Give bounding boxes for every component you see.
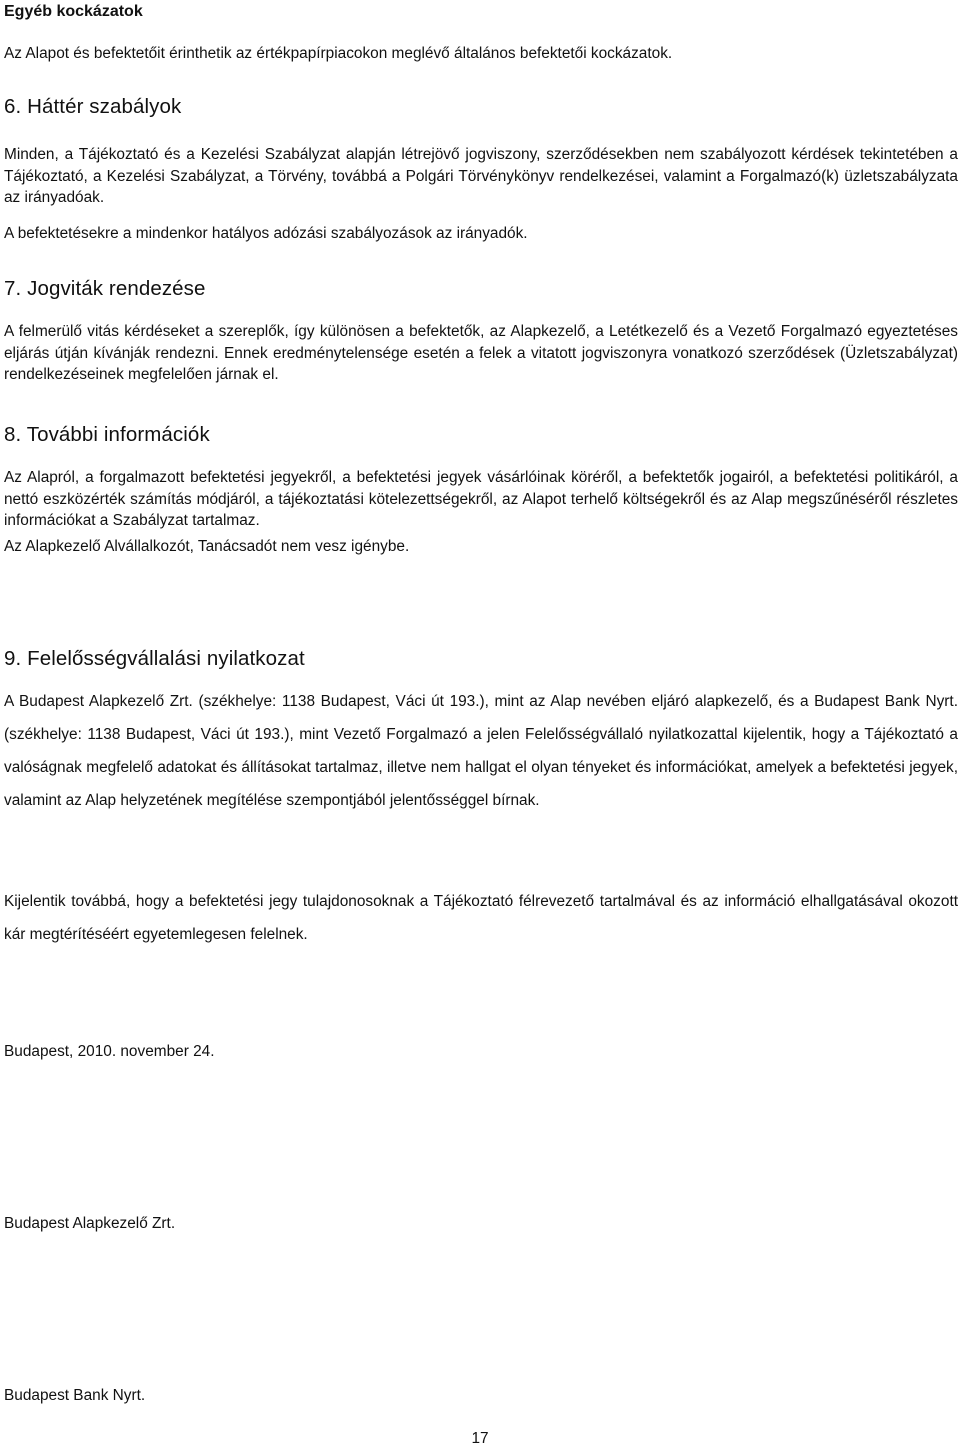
signature-signer-1: Budapest Alapkezelő Zrt. [4, 1215, 176, 1232]
section-6-paragraph-2: A befektetésekre a mindenkor hatályos adózási szabályozások az irányadók. [4, 225, 528, 242]
section-9-paragraph-1: A Budapest Alapkezelő Zrt. (székhelye: 1138 Budapest, Váci út 193.), mint az Alap nevében eljáró alapkezelő, és a Budapest Bank Nyrt. (székhelye: 1138 Budapest, Váci út 193.), mint Vezető Forgalmazó a jelen Felelősségvállaló nyilatkozattal kijelentik, hogy a Tájékoztató a valóságnak megfelelő adatokat és állításokat tartalmaz, illetve nem hallgat el olyan tényeket és információkat, amelyek a befektetési jegyek, valamint az Alap helyzetének megítélése szempontjából jelentősséggel bírnak. [4, 693, 958, 809]
signature-place-date: Budapest, 2010. november 24. [4, 1043, 215, 1060]
other-risks-text: Az Alapot és befektetőit érinthetik az értékpapírpiacokon meglévő általános befektetői kockázatok. [4, 45, 673, 62]
section-9-paragraph-2: Kijelentik továbbá, hogy a befektetési jegy tulajdonosoknak a Tájékoztató félrevezető tartalmával és az információ elhallgatásával okozott kár megtérítéséért egyetemlegesen felelnek. [4, 893, 958, 943]
signature-signer-2: Budapest Bank Nyrt. [4, 1387, 146, 1404]
section-8-paragraph-2: Az Alapkezelő Alvállalkozót, Tanácsadót nem vesz igénybe. [4, 538, 410, 555]
section-7-paragraph-1: A felmerülő vitás kérdéseket a szereplők, így különösen a befektetők, az Alapkezelő, a Letétkezelő és a Vezető Forgalmazó egyeztetéses eljárás útján kívánják rendezni. Ennek eredménytelensége esetén a felek a vitatott jogviszonyra vonatkozó szerződések (Üzletszabályzat) rendelkezéseinek megfelelően járnak el. [4, 323, 958, 383]
other-risks-heading: Egyéb kockázatok [4, 3, 143, 20]
section-8-heading: 8. További információk [4, 423, 210, 446]
section-6-paragraph-1: Minden, a Tájékoztató és a Kezelési Szabályzat alapján létrejövő jogviszony, szerződésekben nem szabályozott kérdések tekintetében a Tájékoztató, a Kezelési Szabályzat, a Törvény, továbbá a Polgári Törvénykönyv rendelkezései, valamint a Forgalmazó(k) üzletszabályzata az irányadóak. [4, 146, 958, 206]
section-6-heading: 6. Háttér szabályok [4, 95, 182, 118]
section-9-heading: 9. Felelősségvállalási nyilatkozat [4, 647, 305, 670]
section-8-paragraph-1: Az Alapról, a forgalmazott befektetési jegyekről, a befektetési jegyek vásárlóinak köréről, a befektetők jogairól, a befektetési politikáról, a nettó eszközérték számítás módjáról, a tájékoztatási kötelezettségekről, az Alapot terhelő költségekről és az Alap megszűnéséről részletes információkat a Szabályzat tartalmaz. [4, 469, 958, 529]
page-number: 17 [471, 1430, 489, 1447]
section-7-heading: 7. Jogviták rendezése [4, 277, 206, 300]
